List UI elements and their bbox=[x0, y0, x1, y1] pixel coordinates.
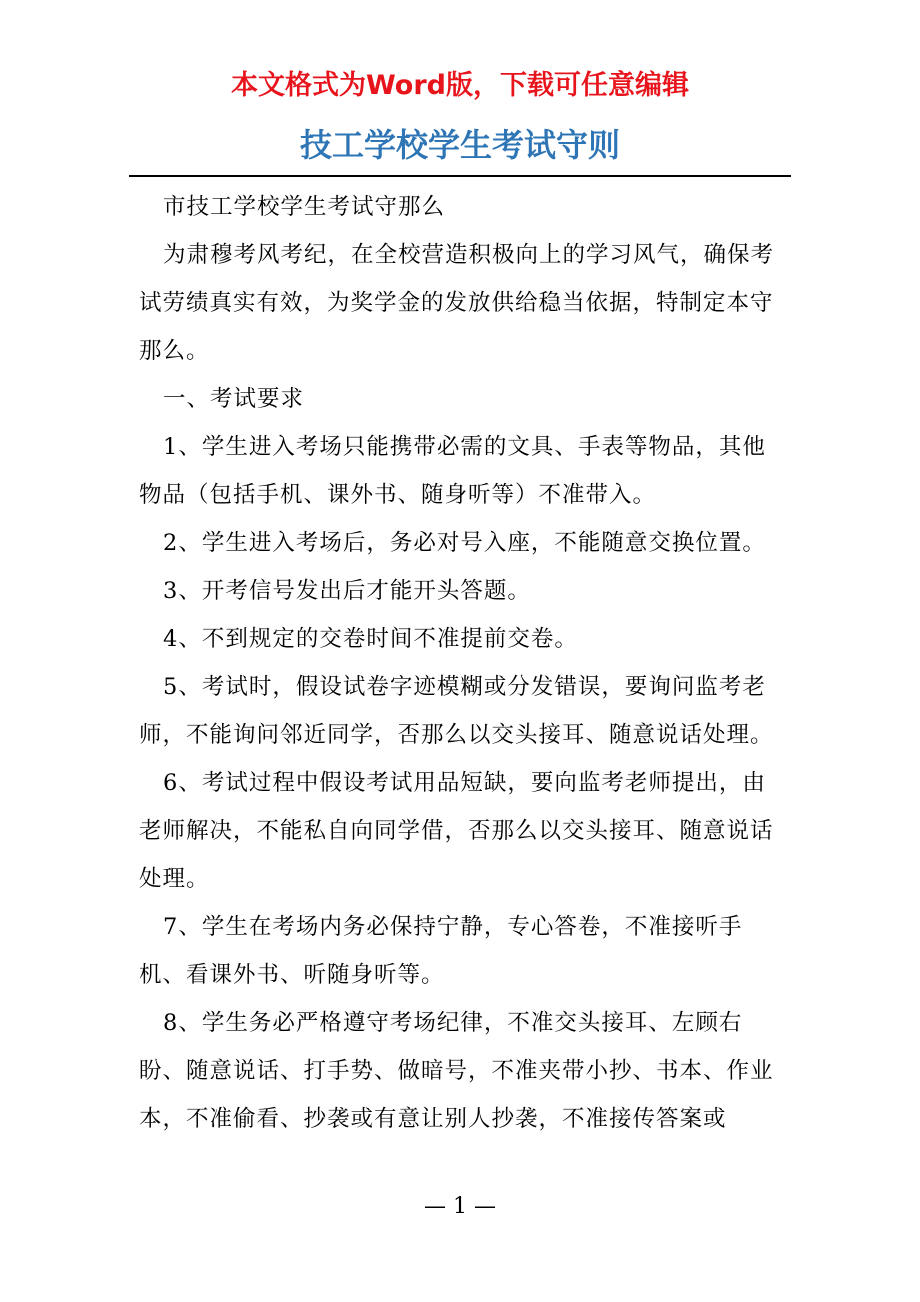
paragraph-intro: 为肃穆考风考纪，在全校营造积极向上的学习风气，确保考试劳绩真实有效，为奖学金的发放供给稳当依据，特制定本守那么。 bbox=[139, 242, 775, 364]
rule-item-4: 4、不到规定的交卷时间不准提前交卷。 bbox=[163, 626, 578, 652]
rule-item-1: 1、学生进入考场只能携带必需的文具、手表等物品，其他物品（包括手机、课外书、随身听等）不准带入。 bbox=[139, 434, 766, 508]
document-title: 技工学校学生考试守则 bbox=[299, 126, 620, 164]
rule-item-3: 3、开考信号发出后才能开头答题。 bbox=[163, 578, 531, 604]
rule-item-5: 5、考试时，假设试卷字迹模糊或分发错误，要询问监考老师，不能询问邻近同学，否那么以交头接耳、随意说话处理。 bbox=[139, 674, 774, 748]
paragraph-heading: 市技工学校学生考试守那么 bbox=[163, 194, 446, 220]
rule-item-6: 6、考试过程中假设考试用品短缺，要向监考老师提出，由老师解决，不能私自向同学借，否那么以交头接耳、随意说话处理。 bbox=[139, 770, 774, 892]
download-notice: 本文格式为Word版，下载可任意编辑 bbox=[230, 70, 689, 101]
page-number: — 1 — bbox=[424, 1194, 496, 1219]
rule-item-7: 7、学生在考场内务必保持宁静，专心答卷，不准接听手机、看课外书、听随身听等。 bbox=[139, 914, 743, 988]
rule-item-2: 2、学生进入考场后，务必对号入座，不能随意交换位置。 bbox=[163, 530, 766, 556]
rule-item-8: 8、学生务必严格遵守考场纪律，不准交头接耳、左顾右盼、随意说话、打手势、做暗号，不准夹带小抄、书本、作业本，不准偷看、抄袭或有意让别人抄袭，不准接传答案或 bbox=[139, 1010, 774, 1132]
title-divider bbox=[129, 175, 791, 177]
document-body bbox=[139, 183, 789, 1143]
section-heading: 一、考试要求 bbox=[163, 386, 305, 412]
